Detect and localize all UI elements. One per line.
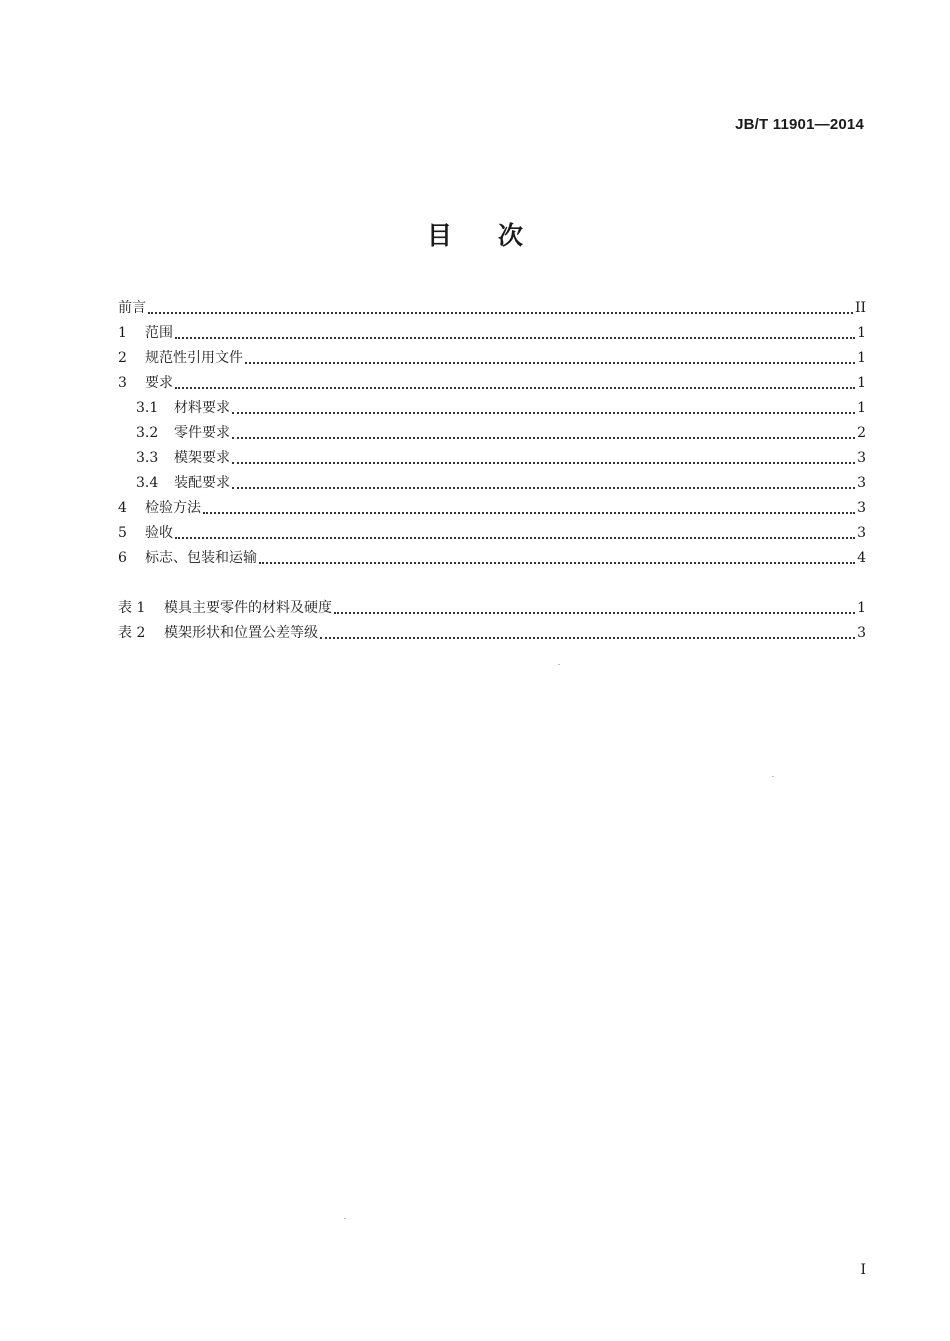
dot-leader: [320, 637, 855, 639]
page-number: I: [860, 1262, 866, 1278]
entry-number: 3.4: [136, 475, 159, 491]
dot-leader: [148, 312, 853, 314]
entry-page-number: 3: [857, 500, 866, 516]
entry-page-number: 1: [857, 600, 866, 616]
entry-label: 检验方法: [145, 500, 201, 516]
toc-entry[interactable]: [118, 296, 866, 321]
entry-page-number: 3: [857, 450, 866, 466]
entry-page-number: 4: [857, 550, 866, 566]
table-list-entry[interactable]: [118, 621, 866, 646]
entry-label: 规范性引用文件: [145, 350, 243, 366]
entry-number: 3.3: [136, 450, 159, 466]
entry-page-number: 3: [857, 525, 866, 541]
table-of-contents: [118, 296, 866, 571]
entry-page-number: 3: [857, 625, 866, 641]
entry-number: 5: [118, 525, 127, 541]
dot-leader: [232, 412, 855, 414]
entry-number: 3.1: [136, 400, 159, 416]
entry-page-number: 1: [857, 325, 866, 341]
dot-leader: [232, 462, 855, 464]
toc-entry[interactable]: [118, 471, 866, 496]
title-char-1: 目: [426, 221, 452, 250]
dot-leader: [203, 512, 855, 514]
dot-leader: [334, 612, 855, 614]
scan-speck: [772, 776, 774, 777]
entry-label: 模架形状和位置公差等级: [164, 625, 318, 641]
page-title: [0, 216, 950, 252]
entry-page-number: 1: [857, 375, 866, 391]
dot-leader: [232, 487, 855, 489]
dot-leader: [175, 537, 855, 539]
entry-number: 表 1: [118, 600, 146, 616]
entry-label: 零件要求: [174, 425, 230, 441]
scan-speck: [558, 664, 560, 665]
entry-label: 要求: [145, 375, 173, 391]
toc-entry[interactable]: [118, 496, 866, 521]
entry-label: 标志、包装和运输: [145, 550, 257, 566]
table-list-entry[interactable]: [118, 596, 866, 621]
entry-page-number: 1: [857, 350, 866, 366]
dot-leader: [175, 387, 855, 389]
entry-label: 前言: [118, 300, 146, 316]
entry-number: 2: [118, 350, 127, 366]
entry-label: 模架要求: [174, 450, 230, 466]
scan-speck: [344, 1218, 346, 1219]
dot-leader: [232, 437, 855, 439]
entry-page-number: II: [854, 300, 866, 316]
entry-label: 验收: [145, 525, 173, 541]
entry-number: 4: [118, 500, 127, 516]
entry-label: 装配要求: [174, 475, 230, 491]
entry-label: 材料要求: [174, 400, 230, 416]
entry-page-number: 1: [857, 400, 866, 416]
entry-number: 1: [118, 325, 127, 341]
entry-number: 3: [118, 375, 127, 391]
dot-leader: [259, 562, 855, 564]
toc-entry[interactable]: [118, 421, 866, 446]
toc-entry[interactable]: [118, 396, 866, 421]
entry-number: 6: [118, 550, 127, 566]
entry-label: 模具主要零件的材料及硬度: [164, 600, 332, 616]
entry-label: 范围: [145, 325, 173, 341]
title-char-2: 次: [498, 221, 524, 250]
toc-entry[interactable]: [118, 371, 866, 396]
toc-entry[interactable]: [118, 446, 866, 471]
entry-page-number: 3: [857, 475, 866, 491]
dot-leader: [175, 337, 855, 339]
entry-number: 3.2: [136, 425, 159, 441]
toc-entry[interactable]: [118, 521, 866, 546]
toc-entry[interactable]: [118, 546, 866, 571]
entry-number: 表 2: [118, 625, 146, 641]
entry-page-number: 2: [857, 425, 866, 441]
dot-leader: [245, 362, 855, 364]
toc-entry[interactable]: [118, 321, 866, 346]
standard-code: JB/T 11901—2014: [735, 116, 864, 133]
toc-entry[interactable]: [118, 346, 866, 371]
list-of-tables: [118, 596, 866, 646]
